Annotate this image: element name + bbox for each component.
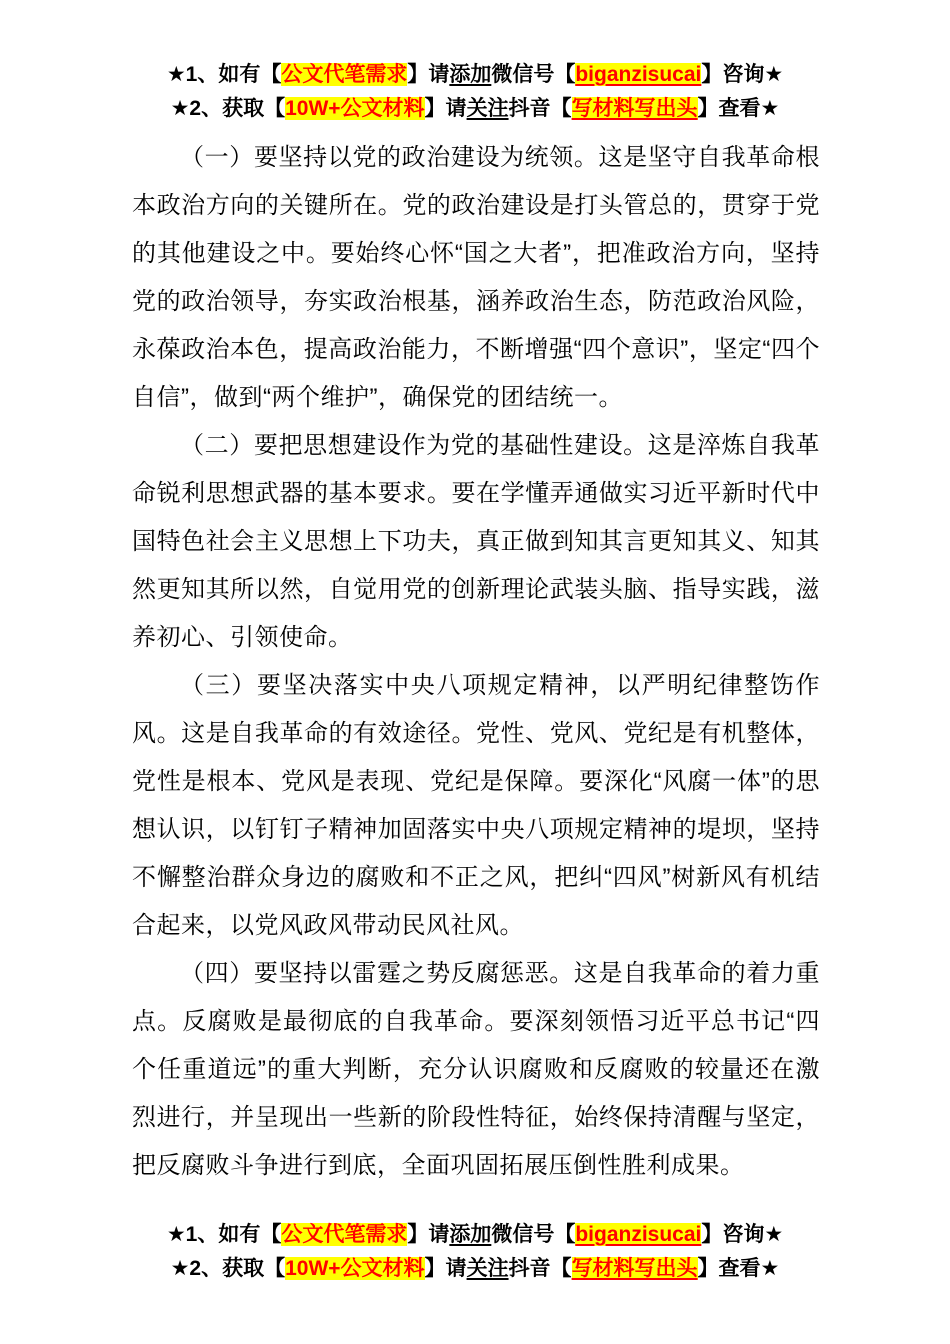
promo-highlight-service: 公文代笔需求 xyxy=(281,63,408,86)
promo-banner-bottom xyxy=(0,1218,950,1286)
promo-underline-follow: 关注 xyxy=(466,97,509,120)
promo-text: 】查看★ xyxy=(697,1257,780,1280)
body-paragraph: （三）要坚决落实中央八项规定精神，以严明纪律整饬作风。这是自我革命的有效途径。党性、党风、党纪是有机整体，党性是根本、党风是表现、党纪是保障。要深化“风腐一体”的思想认识，以钉钉子精神加固落实中央八项规定精神的堤坝，坚持不懈整治群众身边的腐败和不正之风，把纠“四风”树新风有机结合起来，以党风政风带动民风社风。 xyxy=(132,672,820,939)
promo-text: ★2、获取【 xyxy=(170,97,286,120)
promo-text: ★2、获取【 xyxy=(170,1257,286,1280)
promo-underline-add: 添加 xyxy=(449,63,492,86)
promo-highlight-materials: 10W+公文材料 xyxy=(285,97,425,120)
promo-text: ★1、如有【 xyxy=(166,1223,282,1246)
body-paragraph: （四）要坚持以雷霆之势反腐惩恶。这是自我革命的着力重点。反腐败是最彻底的自我革命。要深刻领悟习近平总书记“四个任重道远”的重大判断，充分认识腐败和反腐败的较量还在激烈进行，并呈现出一些新的阶段性特征，始终保持清醒与坚定，把反腐败斗争进行到底，全面巩固拓展压倒性胜利成果。 xyxy=(132,960,820,1179)
promo-wechat-id: biganzisucai xyxy=(575,63,702,86)
promo-text: 】咨询★ xyxy=(701,63,784,86)
promo-banner-top xyxy=(0,0,950,126)
promo-wechat-id: biganzisucai xyxy=(575,1223,702,1246)
promo-line-bottom-line-1 xyxy=(0,1218,950,1252)
promo-text: 】请 xyxy=(407,1223,450,1246)
promo-text: 抖音【 xyxy=(508,97,572,120)
promo-text: 】请 xyxy=(424,1257,467,1280)
promo-text: 微信号【 xyxy=(491,1223,576,1246)
document-body xyxy=(0,126,950,1190)
promo-douyin-account: 写材料写出头 xyxy=(571,97,698,120)
promo-underline-add: 添加 xyxy=(449,1223,492,1246)
body-paragraph: （一）要坚持以党的政治建设为统领。这是坚守自我革命根本政治方向的关键所在。党的政治建设是打头管总的，贯穿于党的其他建设之中。要始终心怀“国之大者”，把准政治方向，坚持党的政治领导，夯实政治根基，涵养政治生态，防范政治风险，永葆政治本色，提高政治能力，不断增强“四个意识”，坚定“四个自信”，做到“两个维护”，确保党的团结统一。 xyxy=(132,144,820,411)
promo-text: ★1、如有【 xyxy=(166,63,282,86)
promo-text: 微信号【 xyxy=(491,63,576,86)
promo-line-bottom-line-2 xyxy=(0,1252,950,1286)
promo-text: 】请 xyxy=(424,97,467,120)
promo-text: 抖音【 xyxy=(508,1257,572,1280)
promo-douyin-account: 写材料写出头 xyxy=(571,1257,698,1280)
promo-text: 】请 xyxy=(407,63,450,86)
promo-highlight-service: 公文代笔需求 xyxy=(281,1223,408,1246)
promo-highlight-materials: 10W+公文材料 xyxy=(285,1257,425,1280)
promo-text: 】查看★ xyxy=(697,97,780,120)
promo-underline-follow: 关注 xyxy=(466,1257,509,1280)
promo-line-top-line-1 xyxy=(0,58,950,92)
promo-text: 】咨询★ xyxy=(701,1223,784,1246)
promo-line-top-line-2 xyxy=(0,92,950,126)
body-paragraph: （二）要把思想建设作为党的基础性建设。这是淬炼自我革命锐利思想武器的基本要求。要在学懂弄通做实习近平新时代中国特色社会主义思想上下功夫，真正做到知其言更知其义、知其然更知其所以然，自觉用党的创新理论武装头脑、指导实践，滋养初心、引领使命。 xyxy=(132,432,820,651)
